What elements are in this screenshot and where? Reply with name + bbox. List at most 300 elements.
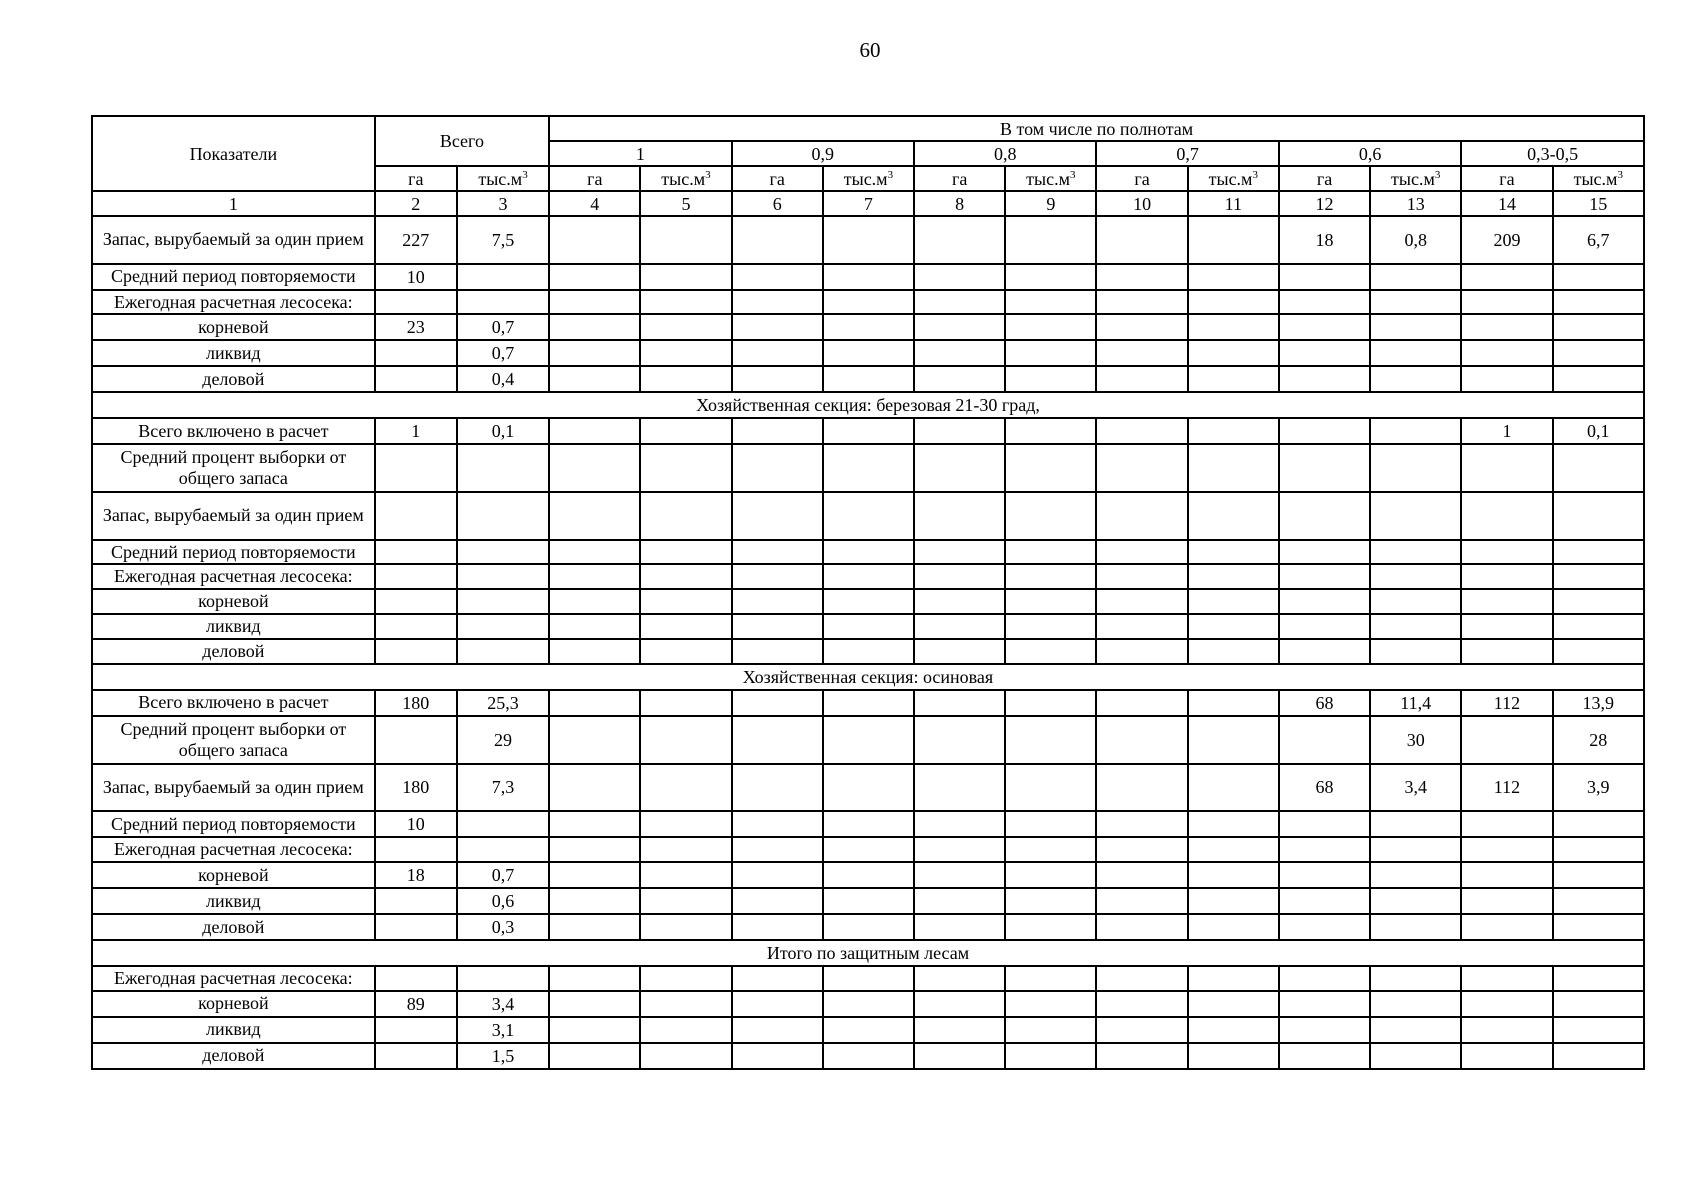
table-cell (549, 564, 640, 589)
table-cell: 3,4 (1370, 764, 1461, 812)
table-cell (1370, 540, 1461, 565)
table-cell: 180 (375, 764, 457, 812)
table-cell (732, 216, 823, 264)
table-cell (732, 1043, 823, 1069)
table-cell (732, 366, 823, 392)
table-cell (1370, 991, 1461, 1017)
table-cell: 18 (1279, 216, 1370, 264)
table-cell: 0,1 (457, 418, 549, 444)
table-cell (914, 366, 1005, 392)
table-cell (549, 614, 640, 639)
table-cell (457, 837, 549, 862)
table-cell (549, 888, 640, 914)
unit-volume-exponent: 3 (1617, 168, 1623, 181)
table-cell (1553, 614, 1644, 639)
table-cell (640, 966, 731, 991)
row-label: корневой (92, 589, 375, 614)
table-cell (640, 614, 731, 639)
table-cell (1188, 991, 1279, 1017)
table-cell (375, 1017, 457, 1043)
table-cell: 11,4 (1370, 690, 1461, 716)
table-cell (1370, 314, 1461, 340)
table-cell (1279, 888, 1370, 914)
table-cell (1096, 492, 1187, 540)
table-cell (914, 690, 1005, 716)
table-cell (914, 614, 1005, 639)
total-header: Всего (375, 116, 549, 166)
table-cell (823, 492, 914, 540)
table-cell (1461, 1017, 1552, 1043)
table-cell (1188, 888, 1279, 914)
table-cell (914, 991, 1005, 1017)
table-row (92, 589, 1644, 614)
table-cell (914, 314, 1005, 340)
table-cell (1370, 492, 1461, 540)
table-cell (640, 862, 731, 888)
table-cell (1370, 966, 1461, 991)
table-row (92, 540, 1644, 565)
table-cell (1370, 264, 1461, 290)
table-cell (375, 564, 457, 589)
unit-volume-header (1553, 166, 1644, 191)
table-cell (457, 264, 549, 290)
table-cell (640, 837, 731, 862)
table-cell (823, 1043, 914, 1069)
table-cell (640, 564, 731, 589)
table-cell (823, 264, 914, 290)
table-cell (914, 290, 1005, 315)
table-cell (1005, 914, 1096, 940)
unit-volume-text: тыс.м (1391, 168, 1435, 189)
table-cell (1096, 837, 1187, 862)
section-title: Хозяйственная секция: осиновая (92, 664, 1644, 690)
table-cell (1279, 639, 1370, 664)
unit-volume-exponent: 3 (887, 168, 894, 181)
unit-volume-header (457, 166, 549, 191)
column-number: 9 (1005, 191, 1096, 216)
table-cell (914, 811, 1005, 837)
table-cell (457, 614, 549, 639)
row-label: Всего включено в расчет (92, 418, 375, 444)
section-title: Итого по защитным лесам (92, 940, 1644, 966)
density-header: 0,6 (1279, 141, 1461, 166)
page-number: 60 (859, 38, 881, 62)
table-cell (1279, 966, 1370, 991)
table-cell (375, 888, 457, 914)
table-cell (1279, 1017, 1370, 1043)
table-cell (732, 914, 823, 940)
column-number: 8 (914, 191, 1005, 216)
table-row (92, 314, 1644, 340)
table-cell (549, 716, 640, 764)
table-cell (457, 564, 549, 589)
table-cell (549, 811, 640, 837)
table-cell (1279, 444, 1370, 492)
table-cell: 23 (375, 314, 457, 340)
table-cell (375, 639, 457, 664)
table-cell (375, 290, 457, 315)
table-cell (1096, 716, 1187, 764)
column-number: 12 (1279, 191, 1370, 216)
table-cell (1096, 862, 1187, 888)
table-cell (823, 314, 914, 340)
unit-ha-header: га (732, 166, 823, 191)
table-cell (640, 216, 731, 264)
table-cell (1553, 991, 1644, 1017)
table-cell (640, 716, 731, 764)
table-cell (1005, 862, 1096, 888)
table-cell (640, 444, 731, 492)
table-cell (823, 966, 914, 991)
table-cell (549, 314, 640, 340)
table-cell (1188, 492, 1279, 540)
unit-volume-text: тыс.м (478, 168, 523, 189)
table-cell (549, 366, 640, 392)
row-label: деловой (92, 914, 375, 940)
table-cell (1279, 862, 1370, 888)
table-cell (1461, 564, 1552, 589)
table-cell (1188, 811, 1279, 837)
table-cell: 0,4 (457, 366, 549, 392)
table-cell (1096, 614, 1187, 639)
table-cell (1005, 366, 1096, 392)
table-cell: 6,7 (1553, 216, 1644, 264)
table-cell (457, 492, 549, 540)
column-number: 6 (732, 191, 823, 216)
unit-volume-text: тыс.м (1208, 168, 1253, 189)
table-cell (1005, 614, 1096, 639)
table-cell: 29 (457, 716, 549, 764)
table-cell (375, 589, 457, 614)
table-cell (1553, 837, 1644, 862)
unit-volume-exponent: 3 (522, 168, 528, 181)
table-cell (823, 340, 914, 366)
table-cell (640, 314, 731, 340)
table-cell (914, 540, 1005, 565)
table-row (92, 888, 1644, 914)
table-cell (1279, 366, 1370, 392)
table-cell (549, 264, 640, 290)
table-row (92, 966, 1644, 991)
table-cell (1553, 914, 1644, 940)
table-cell (1461, 1043, 1552, 1069)
table-row (92, 290, 1644, 315)
table-cell (549, 862, 640, 888)
table-cell (1188, 589, 1279, 614)
table-cell (914, 492, 1005, 540)
table-cell (732, 888, 823, 914)
table-cell (732, 418, 823, 444)
row-label: Запас, вырубаемый за один прием (92, 216, 375, 264)
section-title: Хозяйственная секция: березовая 21-30 град, (92, 392, 1644, 418)
table-cell (823, 991, 914, 1017)
table-cell (1188, 340, 1279, 366)
table-cell (823, 888, 914, 914)
table-cell (1461, 314, 1552, 340)
row-label: ликвид (92, 888, 375, 914)
table-cell (1553, 492, 1644, 540)
table-cell (457, 444, 549, 492)
table-cell: 0,7 (457, 314, 549, 340)
table-cell (1461, 862, 1552, 888)
table-cell (1279, 564, 1370, 589)
table-cell (375, 914, 457, 940)
table-cell (1005, 418, 1096, 444)
table-cell (732, 966, 823, 991)
table-cell (1188, 914, 1279, 940)
column-number: 1 (92, 191, 375, 216)
table-cell (823, 444, 914, 492)
table-cell (823, 716, 914, 764)
table-cell (1005, 811, 1096, 837)
table-row (92, 340, 1644, 366)
column-number: 5 (640, 191, 731, 216)
table-cell (732, 639, 823, 664)
row-label: Средний период повторяемости (92, 811, 375, 837)
table-cell (1188, 764, 1279, 812)
table-cell (914, 764, 1005, 812)
table-cell (823, 811, 914, 837)
table-cell (1461, 264, 1552, 290)
density-header: 0,9 (732, 141, 914, 166)
section-row (92, 940, 1644, 966)
table-row (92, 837, 1644, 862)
table-cell (640, 639, 731, 664)
table-cell (375, 366, 457, 392)
table-cell (1096, 1043, 1187, 1069)
table-cell (375, 540, 457, 565)
table-cell (914, 837, 1005, 862)
table-cell: 0,3 (457, 914, 549, 940)
table-cell (914, 716, 1005, 764)
table-cell (732, 862, 823, 888)
table-cell: 68 (1279, 764, 1370, 812)
table-row (92, 1043, 1644, 1069)
table-cell (1370, 862, 1461, 888)
table-cell (640, 290, 731, 315)
row-label: Запас, вырубаемый за один прием (92, 492, 375, 540)
table-cell (1461, 540, 1552, 565)
table-cell: 209 (1461, 216, 1552, 264)
row-label: корневой (92, 314, 375, 340)
table-cell (640, 264, 731, 290)
table-cell (1188, 366, 1279, 392)
table-cell: 10 (375, 811, 457, 837)
table-cell (375, 614, 457, 639)
table-cell (1188, 540, 1279, 565)
table-cell: 28 (1553, 716, 1644, 764)
table-cell (1005, 716, 1096, 764)
table-cell (1096, 340, 1187, 366)
row-label: Ежегодная расчетная лесосека: (92, 966, 375, 991)
table-cell (732, 991, 823, 1017)
table-cell (823, 418, 914, 444)
table-cell (1461, 914, 1552, 940)
row-label: Всего включено в расчет (92, 690, 375, 716)
table-cell (1188, 1043, 1279, 1069)
table-cell (1096, 811, 1187, 837)
table-cell (732, 1017, 823, 1043)
column-number: 4 (549, 191, 640, 216)
table-cell (732, 690, 823, 716)
forest-cutting-table (91, 115, 1645, 1070)
table-cell (1096, 966, 1187, 991)
table-cell (549, 492, 640, 540)
table-cell (549, 540, 640, 565)
table-cell (1096, 690, 1187, 716)
table-cell (914, 1017, 1005, 1043)
table-cell (1096, 366, 1187, 392)
table-cell (823, 614, 914, 639)
table-cell (1461, 837, 1552, 862)
table-cell (375, 444, 457, 492)
row-label: деловой (92, 1043, 375, 1069)
table-cell: 3,1 (457, 1017, 549, 1043)
table-row (92, 444, 1644, 492)
table-cell (823, 564, 914, 589)
table-cell (640, 340, 731, 366)
row-label: Ежегодная расчетная лесосека: (92, 290, 375, 315)
by-density-header: В том числе по полнотам (549, 116, 1644, 141)
table-cell (549, 444, 640, 492)
table-cell (1005, 966, 1096, 991)
table-cell (457, 811, 549, 837)
row-label: деловой (92, 639, 375, 664)
table-cell (823, 862, 914, 888)
table-cell (1553, 314, 1644, 340)
table-cell (1096, 589, 1187, 614)
table-cell (1370, 340, 1461, 366)
row-label: Ежегодная расчетная лесосека: (92, 837, 375, 862)
table-row (92, 764, 1644, 812)
table-cell (1188, 716, 1279, 764)
unit-volume-header (1188, 166, 1279, 191)
row-label: Средний период повторяемости (92, 540, 375, 565)
table-cell (1096, 991, 1187, 1017)
table-cell (1370, 444, 1461, 492)
table-cell (640, 589, 731, 614)
unit-volume-exponent: 3 (1070, 168, 1076, 181)
section-row (92, 392, 1644, 418)
table-cell (1005, 991, 1096, 1017)
table-cell (1279, 991, 1370, 1017)
table-cell (1461, 639, 1552, 664)
table-cell (1096, 639, 1187, 664)
table-cell (1461, 444, 1552, 492)
table-cell (640, 888, 731, 914)
table-cell (640, 991, 731, 1017)
table-cell (1553, 444, 1644, 492)
table-cell: 89 (375, 991, 457, 1017)
table-cell (1005, 690, 1096, 716)
table-cell (1005, 764, 1096, 812)
unit-volume-header (823, 166, 914, 191)
table-cell (1553, 366, 1644, 392)
table-cell (1005, 540, 1096, 565)
table-cell (549, 966, 640, 991)
table-cell (732, 589, 823, 614)
table-cell (457, 589, 549, 614)
table-cell (914, 862, 1005, 888)
table-cell (457, 290, 549, 315)
table-cell (914, 444, 1005, 492)
table-cell (549, 914, 640, 940)
table-cell (1188, 264, 1279, 290)
table-cell: 1 (1461, 418, 1552, 444)
table-cell (1279, 540, 1370, 565)
table-cell (732, 564, 823, 589)
table-cell (1461, 991, 1552, 1017)
table-cell (823, 837, 914, 862)
unit-volume-header (1370, 166, 1461, 191)
table-cell (1370, 366, 1461, 392)
table-cell (1553, 564, 1644, 589)
unit-ha-header: га (549, 166, 640, 191)
row-label: Средний период повторяемости (92, 264, 375, 290)
table-cell (1553, 1017, 1644, 1043)
table-cell: 18 (375, 862, 457, 888)
table-cell (1096, 264, 1187, 290)
row-label: Средний процент выборки от общего запаса (92, 444, 375, 492)
table-cell: 25,3 (457, 690, 549, 716)
table-cell (1553, 589, 1644, 614)
table-cell (1005, 492, 1096, 540)
table-cell (1005, 290, 1096, 315)
table-cell (1005, 340, 1096, 366)
table-cell (1188, 418, 1279, 444)
row-label: Запас, вырубаемый за один прием (92, 764, 375, 812)
column-number: 11 (1188, 191, 1279, 216)
table-cell (549, 589, 640, 614)
table-cell (1370, 639, 1461, 664)
table-cell (1188, 314, 1279, 340)
table-cell (640, 418, 731, 444)
row-label: деловой (92, 366, 375, 392)
table-row (92, 216, 1644, 264)
table-cell (640, 540, 731, 565)
table-cell (823, 540, 914, 565)
table-cell (1370, 614, 1461, 639)
table-cell (1188, 862, 1279, 888)
table-cell (914, 264, 1005, 290)
table-cell (823, 366, 914, 392)
table-cell (1461, 811, 1552, 837)
table-cell (914, 340, 1005, 366)
table-cell: 3,4 (457, 991, 549, 1017)
table-cell (732, 540, 823, 565)
unit-ha-header: га (375, 166, 457, 191)
row-label: ликвид (92, 1017, 375, 1043)
table-cell (1279, 1043, 1370, 1069)
table-cell: 3,9 (1553, 764, 1644, 812)
table-cell (1279, 589, 1370, 614)
table-cell (1370, 418, 1461, 444)
table-cell (1096, 888, 1187, 914)
table-cell (549, 418, 640, 444)
table-cell (549, 837, 640, 862)
table-cell: 180 (375, 690, 457, 716)
table-cell (1553, 340, 1644, 366)
table-cell: 0,7 (457, 340, 549, 366)
column-number: 15 (1553, 191, 1644, 216)
table-cell (457, 639, 549, 664)
table-row (92, 366, 1644, 392)
table-cell (1005, 589, 1096, 614)
table-row (92, 1017, 1644, 1043)
table-cell (1096, 1017, 1187, 1043)
table-cell (1005, 837, 1096, 862)
table-cell (732, 314, 823, 340)
